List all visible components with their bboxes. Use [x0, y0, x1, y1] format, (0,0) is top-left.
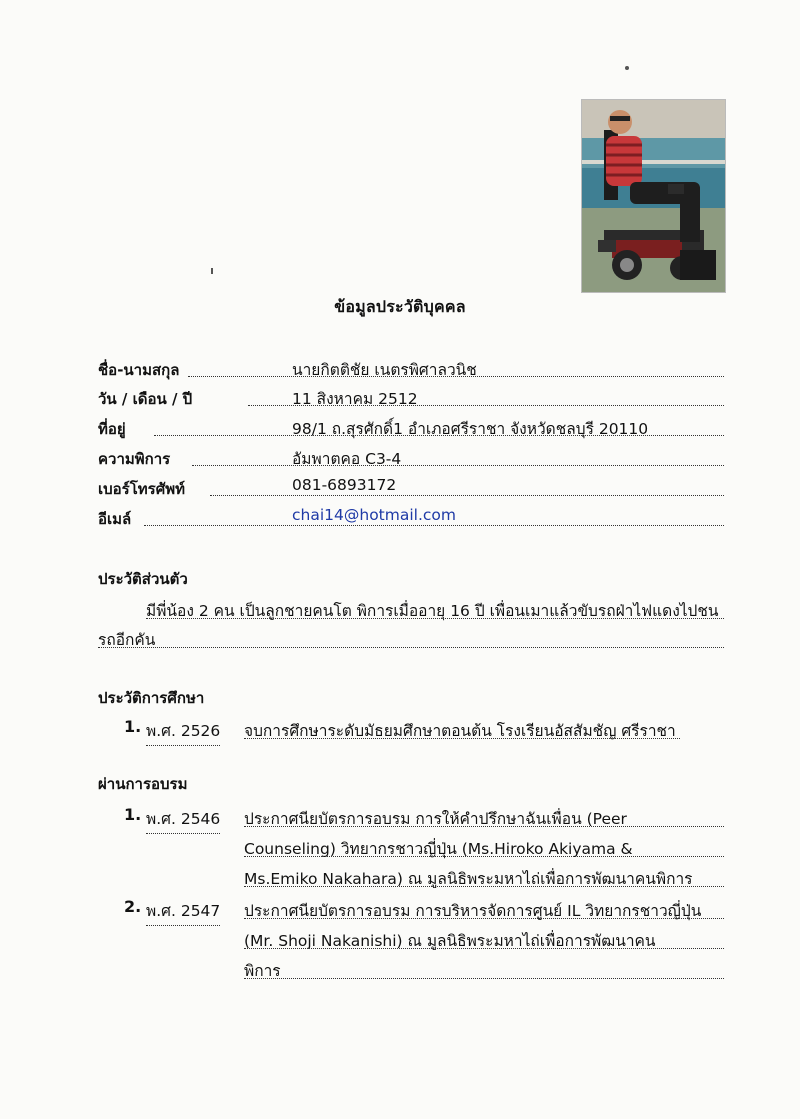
- dotted-line: [244, 918, 724, 919]
- dotted-line: [192, 465, 724, 466]
- dotted-line: [210, 495, 724, 496]
- training-item-year: [146, 806, 220, 831]
- education-line-text: จบการศึกษาระดับมัธยมศึกษาตอนต้น โรงเรียนอัสสัมชัญ ศรีราชา: [244, 722, 676, 740]
- training-line: [244, 955, 724, 981]
- training-line: [244, 895, 724, 921]
- field-value: อัมพาตคอ C3-4: [292, 450, 402, 468]
- training-item-number: 2.: [124, 897, 142, 916]
- training-line-text: Ms.Emiko Nakahara) ณ มูลนิธิพระมหาไถ่เพื่อการพัฒนาคนพิการ: [244, 870, 693, 888]
- dotted-line: [146, 833, 220, 834]
- dotted-line: [244, 826, 724, 827]
- dotted-line: [244, 978, 724, 979]
- training-line-text: (Mr. Shoji Nakanishi) ณ มูลนิธิพระมหาไถ่เพื่อการพัฒนาคน: [244, 932, 656, 950]
- education-item-year-text: พ.ศ. 2526: [146, 722, 221, 740]
- field-birthdate: [98, 383, 724, 409]
- dotted-line: [146, 745, 220, 746]
- field-label: ความพิการ: [98, 450, 171, 468]
- personal-line: [146, 595, 724, 621]
- education-line: [244, 715, 680, 741]
- profile-photo: [581, 99, 726, 293]
- field-email: [98, 503, 724, 529]
- personal-line-text: มีพี่น้อง 2 คน เป็นลูกชายคนโต พิการเมื่ออายุ 16 ปี เพื่อนเมาแล้วขับรถฝ่าไฟแดงไปชน: [146, 602, 719, 620]
- training-line: [244, 925, 724, 951]
- field-label: อีเมล์: [98, 510, 132, 528]
- training-item-year-text: พ.ศ. 2547: [146, 902, 221, 920]
- dotted-line: [244, 948, 724, 949]
- training-item-year: [146, 898, 220, 923]
- personal-heading: ประวัติส่วนตัว: [98, 570, 188, 588]
- training-line-text: พิการ: [244, 962, 281, 980]
- field-name: [98, 354, 724, 380]
- dotted-line: [244, 738, 680, 739]
- education-item-number: 1.: [124, 717, 142, 736]
- field-value: นายกิตติชัย เนตรพิศาลวนิช: [292, 361, 477, 379]
- training-line-text: ประกาศนียบัตรการอบรม การบริหารจัดการศูนย์ IL วิทยากรชาวญี่ปุ่น: [244, 902, 702, 920]
- field-label: วัน / เดือน / ปี: [98, 390, 193, 408]
- field-value: 11 สิงหาคม 2512: [292, 390, 418, 408]
- profile-photo-image: [582, 100, 725, 292]
- scan-speck: [211, 268, 213, 274]
- education-item-year: [146, 718, 220, 743]
- training-line-text: ประกาศนียบัตรการอบรม การให้คำปรึกษาฉันเพื่อน (Peer: [244, 810, 627, 828]
- training-line: [244, 803, 724, 829]
- training-line: [244, 863, 724, 889]
- training-item-number: 1.: [124, 805, 142, 824]
- dotted-line: [146, 925, 220, 926]
- dotted-line: [98, 647, 724, 648]
- training-line-text: Counseling) วิทยากรชาวญี่ปุ่น (Ms.Hiroko Akiyama &: [244, 840, 633, 858]
- field-label: เบอร์โทรศัพท์: [98, 480, 186, 498]
- training-heading: ผ่านการอบรม: [98, 775, 188, 793]
- education-heading: ประวัติการศึกษา: [98, 689, 205, 707]
- dotted-line: [244, 886, 724, 887]
- field-label: ชื่อ-นามสกุล: [98, 361, 180, 379]
- field-label: ที่อยู่: [98, 420, 126, 438]
- dotted-line: [146, 618, 724, 619]
- email-value: chai14@hotmail.com: [292, 506, 456, 524]
- field-phone: [98, 473, 724, 499]
- scan-speck: [625, 66, 629, 70]
- training-item-year-text: พ.ศ. 2546: [146, 810, 221, 828]
- field-address: [98, 413, 724, 439]
- personal-line-text: รถอีกคัน: [98, 631, 156, 649]
- personal-line: [98, 624, 724, 650]
- field-value: 081-6893172: [292, 476, 397, 494]
- dotted-line: [244, 856, 724, 857]
- document-title: ข้อมูลประวัติบุคคล: [334, 297, 466, 316]
- training-line: [244, 833, 724, 859]
- field-value: 98/1 ถ.สุรศักดิ์1 อำเภอศรีราชา จังหวัดชลบุรี 20110: [292, 420, 649, 438]
- field-disability: [98, 443, 724, 469]
- dotted-line: [144, 525, 724, 526]
